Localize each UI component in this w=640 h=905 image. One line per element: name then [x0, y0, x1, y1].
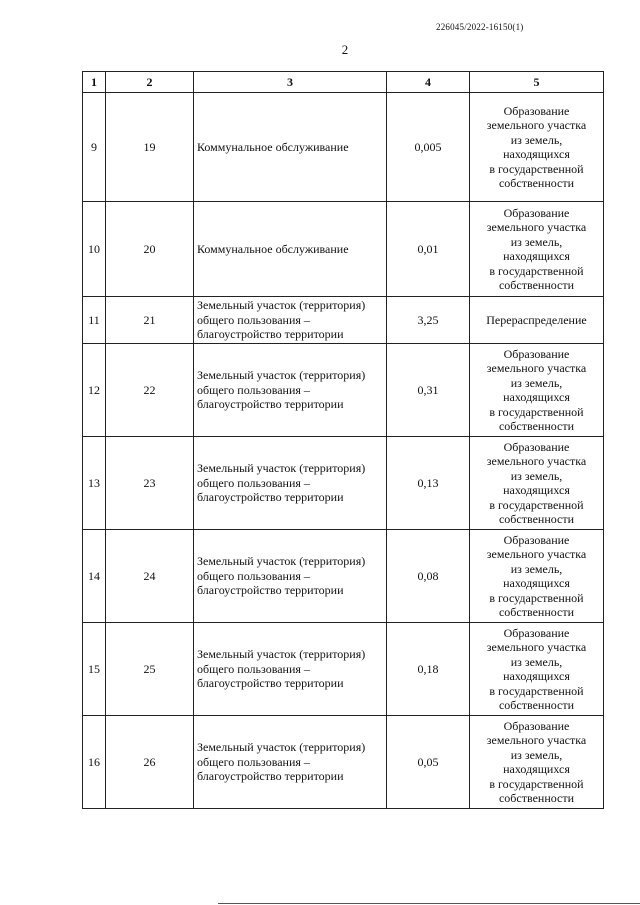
formation-method: Образование земельного участка из земель, находящихся в государственной собственности: [470, 623, 604, 716]
table-row: [83, 93, 604, 202]
table-row: [83, 530, 604, 623]
permitted-use: Земельный участок (территория) общего пользования – благоустройство территории: [194, 297, 387, 344]
formation-method: Образование земельного участка из земель, находящихся в государственной собственности: [470, 716, 604, 809]
permitted-use: Коммунальное обслуживание: [194, 202, 387, 297]
plot-number: 25: [106, 623, 194, 716]
plot-number: 26: [106, 716, 194, 809]
formation-method: Образование земельного участка из земель, находящихся в государственной собственности: [470, 344, 604, 437]
area-value: 3,25: [387, 297, 470, 344]
plot-number: 20: [106, 202, 194, 297]
row-number: 16: [83, 716, 106, 809]
plot-number: 19: [106, 93, 194, 202]
document-id: 226045/2022-16150(1): [436, 22, 524, 32]
table-row: [83, 623, 604, 716]
row-number: 9: [83, 93, 106, 202]
row-number: 10: [83, 202, 106, 297]
page-number: 2: [341, 42, 349, 57]
table-row: [83, 344, 604, 437]
row-number: 11: [83, 297, 106, 344]
area-value: 0,13: [387, 437, 470, 530]
column-header-5: 5: [470, 72, 604, 93]
permitted-use: Земельный участок (территория) общего пользования – благоустройство территории: [194, 437, 387, 530]
permitted-use: Земельный участок (территория) общего пользования – благоустройство территории: [194, 716, 387, 809]
permitted-use: Земельный участок (территория) общего пользования – благоустройство территории: [194, 344, 387, 437]
formation-method: Перераспределение: [470, 297, 604, 344]
land-plots-table: [82, 71, 604, 809]
plot-number: 22: [106, 344, 194, 437]
formation-method: Образование земельного участка из земель, находящихся в государственной собственности: [470, 93, 604, 202]
area-value: 0,005: [387, 93, 470, 202]
formation-method: Образование земельного участка из земель, находящихся в государственной собственности: [470, 530, 604, 623]
plot-number: 23: [106, 437, 194, 530]
formation-method: Образование земельного участка из земель, находящихся в государственной собственности: [470, 437, 604, 530]
row-number: 13: [83, 437, 106, 530]
formation-method: Образование земельного участка из земель, находящихся в государственной собственности: [470, 202, 604, 297]
row-number: 14: [83, 530, 106, 623]
permitted-use: Коммунальное обслуживание: [194, 93, 387, 202]
column-header-1: 1: [83, 72, 106, 93]
plot-number: 21: [106, 297, 194, 344]
row-number: 12: [83, 344, 106, 437]
permitted-use: Земельный участок (территория) общего пользования – благоустройство территории: [194, 530, 387, 623]
area-value: 0,05: [387, 716, 470, 809]
column-header-2: 2: [106, 72, 194, 93]
plot-number: 24: [106, 530, 194, 623]
area-value: 0,08: [387, 530, 470, 623]
area-value: 0,01: [387, 202, 470, 297]
area-value: 0,18: [387, 623, 470, 716]
table-row: [83, 202, 604, 297]
header-row: [83, 72, 604, 93]
table-row: [83, 716, 604, 809]
permitted-use: Земельный участок (территория) общего пользования – благоустройство территории: [194, 623, 387, 716]
row-number: 15: [83, 623, 106, 716]
column-header-4: 4: [387, 72, 470, 93]
column-header-3: 3: [194, 72, 387, 93]
page-bottom-rule: [218, 903, 640, 904]
table-row: [83, 297, 604, 344]
area-value: 0,31: [387, 344, 470, 437]
table-row: [83, 437, 604, 530]
